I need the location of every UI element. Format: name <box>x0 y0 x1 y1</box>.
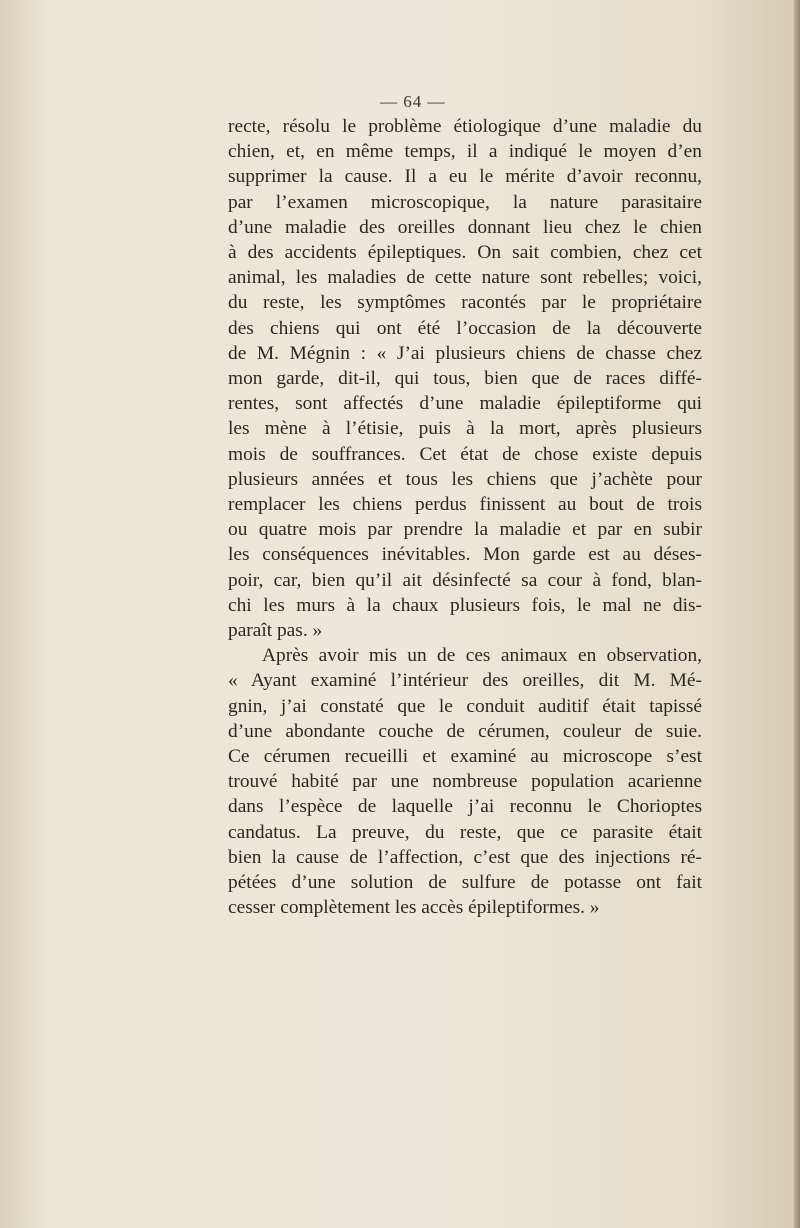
text-line: d’une maladie des oreilles donnant lieu chez le chien <box>228 216 702 238</box>
page-edge-shadow <box>794 0 800 1228</box>
text-line: trouvé habité par une nombreuse population acarienne <box>228 771 702 793</box>
text-line: à des accidents épileptiques. On sait combien, chez cet <box>228 242 702 264</box>
text-line: pétées d’une solution de sulfure de potasse ont fait <box>228 872 702 894</box>
text-line: les mène à l’étisie, puis à la mort, après plusieurs <box>228 418 702 440</box>
text-line: d’une abondante couche de cérumen, couleur de suie. <box>228 720 702 742</box>
body-text <box>228 114 702 921</box>
text-line: chien, et, en même temps, il a indiqué le moyen d’en <box>228 141 702 163</box>
text-line: les conséquences inévitables. Mon garde est au déses- <box>228 544 702 566</box>
text-line: rentes, sont affectés d’une maladie épileptiforme qui <box>228 393 702 415</box>
text-line: Après avoir mis un de ces animaux en observation, <box>262 645 702 667</box>
text-line: des chiens qui ont été l’occasion de la découverte <box>228 317 702 339</box>
text-line: dans l’espèce de laquelle j’ai reconnu le Chorioptes <box>228 796 702 818</box>
text-line: paraît pas. » <box>228 620 323 642</box>
text-line: supprimer la cause. Il a eu le mérite d’avoir reconnu, <box>228 166 702 188</box>
text-line: du reste, les symptômes racontés par le propriétaire <box>228 292 702 314</box>
text-line: mon garde, dit-il, qui tous, bien que de races diffé- <box>228 368 702 390</box>
text-line: de M. Mégnin : « J’ai plusieurs chiens de chasse chez <box>228 342 702 364</box>
text-line: gnin, j’ai constaté que le conduit auditif était tapissé <box>228 695 702 717</box>
text-line: candatus. La preuve, du reste, que ce parasite était <box>228 821 702 843</box>
text-line: animal, les maladies de cette nature sont rebelles; voici, <box>228 267 702 289</box>
text-line: par l’examen microscopique, la nature parasitaire <box>228 191 702 213</box>
text-line: poir, car, bien qu’il ait désinfecté sa cour à fond, blan- <box>228 569 702 591</box>
text-line: remplacer les chiens perdus finissent au bout de trois <box>228 494 702 516</box>
text-line: plusieurs années et tous les chiens que j’achète pour <box>228 468 702 490</box>
text-line: chi les murs à la chaux plusieurs fois, le mal ne dis- <box>228 594 702 616</box>
text-line: mois de souffrances. Cet état de chose existe depuis <box>228 443 702 465</box>
text-line: « Ayant examiné l’intérieur des oreilles, dit M. Mé- <box>228 670 702 692</box>
text-line: bien la cause de l’affection, c’est que des injections ré- <box>228 846 702 868</box>
text-line: recte, résolu le problème étiologique d’une maladie du <box>228 116 702 137</box>
page-number: — 64 — <box>380 92 446 111</box>
text-line: cesser complètement les accès épileptiformes. » <box>228 897 600 919</box>
text-line: Ce cérumen recueilli et examiné au microscope s’est <box>228 746 702 768</box>
text-line: ou quatre mois par prendre la maladie et par en subir <box>228 519 702 541</box>
